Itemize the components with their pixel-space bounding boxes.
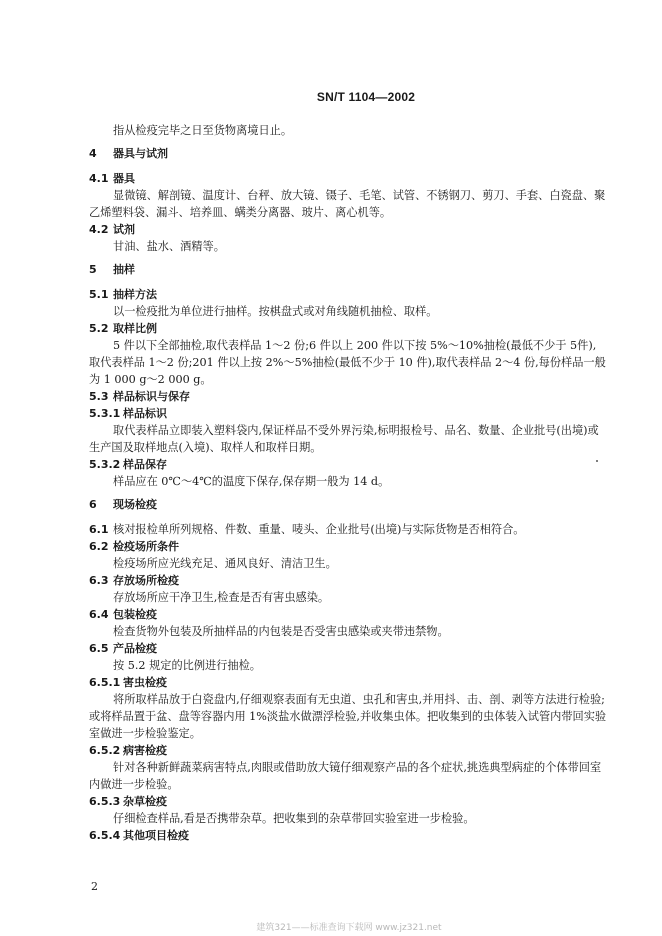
section-5-3-2-heading — [89, 456, 607, 473]
section-6-5-2-heading — [89, 742, 607, 759]
section-6-2-text: 检疫场所应光线充足、通风良好、清洁卫生。 — [113, 557, 337, 570]
scan-speck — [596, 460, 598, 462]
section-title: 样品标识与保存 — [113, 390, 190, 403]
section-6-5-1-heading — [89, 674, 607, 691]
section-title: 样品标识 — [123, 407, 167, 420]
section-6-heading — [89, 496, 607, 513]
section-6-3-heading — [89, 572, 607, 589]
section-number: 6.3 — [89, 574, 109, 587]
section-number: 6.1 — [89, 523, 109, 536]
document-body — [89, 122, 607, 844]
section-5-2-heading — [89, 320, 607, 337]
standard-code-header — [0, 90, 662, 104]
section-6-4-heading — [89, 606, 607, 623]
section-number: 5 — [89, 263, 97, 276]
section-5-2-text: 5 件以下全部抽检,取代表样品 1～2 份;6 件以上 200 件以下按 5%～10%抽检(最低不少于 5件),取代表样品 1～2 份;201 件以上按 2%～5%抽检(最低不少于 10 件),取代表样品 2～4 份,每份样品一般为 1 000 g～2 000 g。 — [89, 339, 606, 386]
section-6-1-text: 核对报检单所列规格、件数、重量、唛头、企业批号(出境)与实际货物是否相符合。 — [113, 523, 525, 536]
section-number: 6.2 — [89, 540, 109, 553]
section-6-5-4-heading — [89, 827, 607, 844]
section-title: 抽样 — [113, 263, 135, 276]
section-5-1-text: 以一检疫批为单位进行抽样。按棋盘式或对角线随机抽检、取样。 — [113, 305, 438, 318]
section-5-3-heading — [89, 388, 607, 405]
section-number: 4 — [89, 147, 97, 160]
watermark-text: 建筑321——标准查询下载网 www.jz321.net — [256, 923, 442, 933]
section-title: 抽样方法 — [113, 288, 157, 301]
section-6-5-1-text: 将所取样品放于白瓷盘内,仔细观察表面有无虫道、虫孔和害虫,并用抖、击、剖、剥等方法进行检验;或将样品置于盆、盘等容器内用 1%淡盐水做漂浮检验,并收集虫体。把收集到的虫体装入试管内带回实验室做进一步检验鉴定。 — [89, 693, 607, 740]
section-title: 包装检疫 — [113, 608, 157, 621]
section-number: 6.5 — [89, 642, 109, 655]
section-title: 病害检疫 — [123, 744, 167, 757]
section-title: 器具与试剂 — [113, 147, 168, 160]
section-number: 6.5.2 — [89, 744, 121, 757]
section-title: 存放场所检疫 — [113, 574, 179, 587]
section-6-5-3-text: 仔细检查样品,看是否携带杂草。把收集到的杂草带回实验室进一步检验。 — [113, 812, 475, 825]
section-number: 5.3.2 — [89, 458, 121, 471]
section-6-5-text: 按 5.2 规定的比例进行抽检。 — [113, 659, 261, 672]
section-6-4-text: 检查货物外包装及所抽样品的内包装是否受害虫感染或夹带违禁物。 — [113, 625, 449, 638]
section-4-2-text: 甘油、盐水、酒精等。 — [113, 240, 225, 253]
section-title: 其他项目检疫 — [123, 829, 189, 842]
section-5-heading — [89, 261, 607, 278]
section-number: 6.5.1 — [89, 676, 121, 689]
section-title: 试剂 — [113, 223, 135, 236]
section-4-heading — [89, 145, 607, 162]
section-number: 5.2 — [89, 322, 109, 335]
section-5-3-2-text: 样品应在 0℃～4℃的温度下保存,保存期一般为 14 d。 — [113, 475, 390, 488]
section-6-5-2-text: 针对各种新鲜蔬菜病害特点,肉眼或借助放大镜仔细观察产品的各个症状,挑选典型病症的个体带回室内做进一步检验。 — [89, 761, 602, 791]
section-6-5-3-heading — [89, 793, 607, 810]
section-6-2-heading — [89, 538, 607, 555]
section-number: 6.4 — [89, 608, 109, 621]
section-title: 取样比例 — [113, 322, 157, 335]
section-6-5-heading — [89, 640, 607, 657]
section-number: 5.3.1 — [89, 407, 121, 420]
section-6-3-text: 存放场所应干净卫生,检查是否有害虫感染。 — [113, 591, 330, 604]
watermark-footer — [0, 920, 662, 933]
section-4-1-heading — [89, 170, 607, 187]
section-title: 样品保存 — [123, 458, 167, 471]
page-number: 2 — [91, 880, 98, 893]
section-number: 6 — [89, 498, 97, 511]
section-title: 杂草检疫 — [123, 795, 167, 808]
standard-code: SN/T 1104—2002 — [316, 90, 416, 104]
section-number: 4.1 — [89, 172, 109, 185]
section-title: 现场检疫 — [113, 498, 157, 511]
intro-paragraph: 指从检疫完毕之日至货物离境日止。 — [113, 124, 293, 137]
section-number: 6.5.4 — [89, 829, 121, 842]
section-6-1-line — [89, 521, 607, 538]
section-title: 产品检疫 — [113, 642, 157, 655]
section-5-3-1-heading — [89, 405, 607, 422]
section-title: 器具 — [113, 172, 135, 185]
section-5-3-1-text: 取代表样品立即装入塑料袋内,保证样品不受外界污染,标明报检号、品名、数量、企业批号(出境)或生产国及取样地点(入境)、取样人和取样日期。 — [89, 424, 599, 454]
section-number: 5.3 — [89, 390, 109, 403]
section-title: 害虫检疫 — [123, 676, 167, 689]
section-title: 检疫场所条件 — [113, 540, 179, 553]
section-4-2-heading — [89, 221, 607, 238]
section-5-1-heading — [89, 286, 607, 303]
section-number: 4.2 — [89, 223, 109, 236]
section-number: 5.1 — [89, 288, 109, 301]
section-4-1-text: 显微镜、解剖镜、温度计、台秤、放大镜、镊子、毛笔、试管、不锈钢刀、剪刀、手套、白瓷盘、聚乙烯塑料袋、漏斗、培养皿、螨类分离器、玻片、离心机等。 — [89, 189, 606, 219]
section-number: 6.5.3 — [89, 795, 121, 808]
